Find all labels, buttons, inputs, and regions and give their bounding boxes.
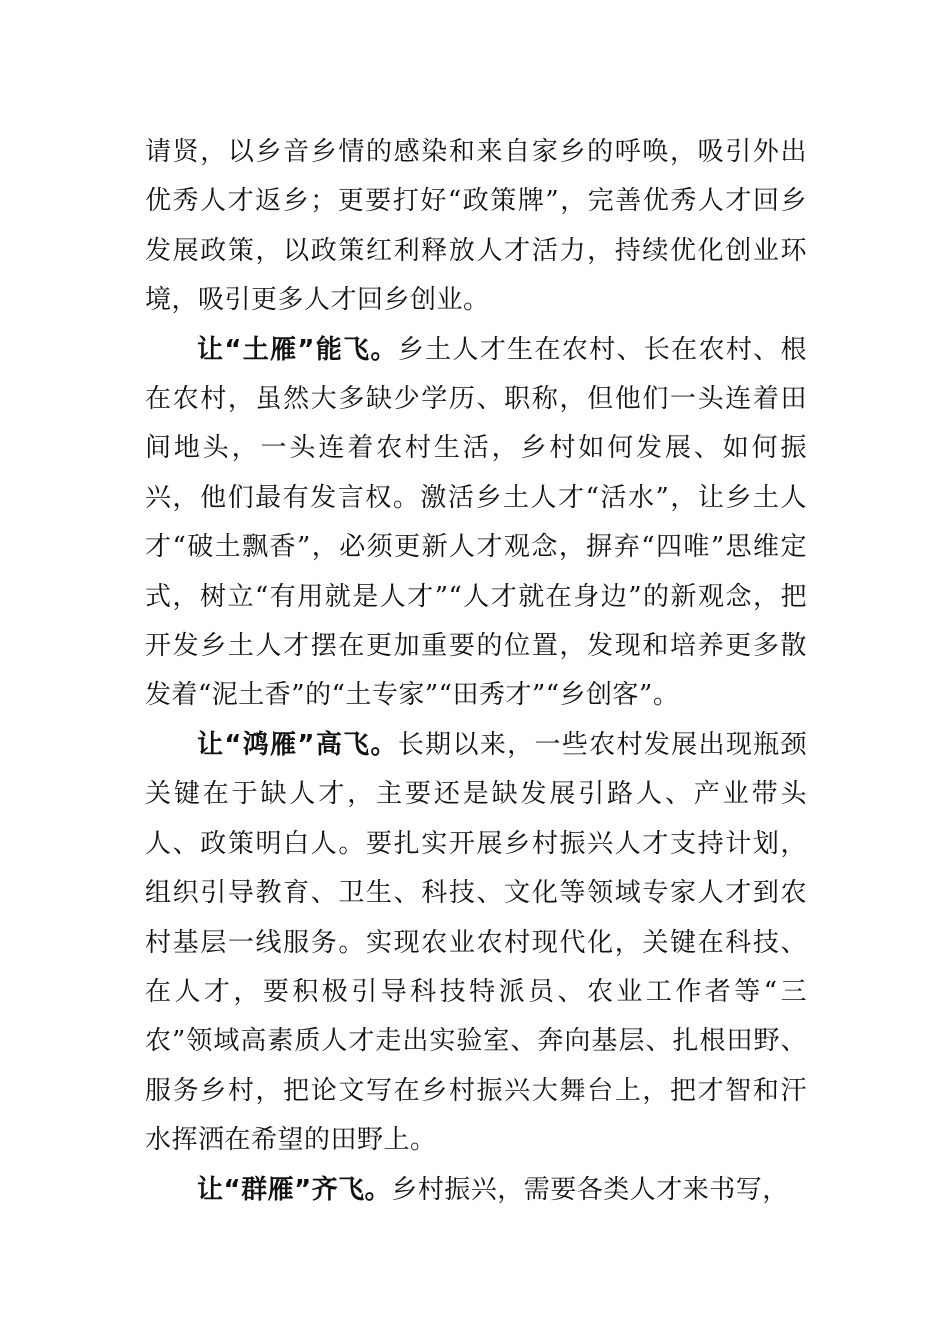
paragraph-text: 乡土人才生在农村、长在农村、根在农村，虽然大多缺少学历、职称，但他们一头连着田间地头，一头连着农村生活，乡村如何发展、如何振兴，他们最有发言权。激活乡土人才“活水”，让乡土人才“破土飘香”，必须更新人才观念，摒弃“四唯”思维定式，树立“有用就是人才”“人才就在身边”的新观念，把开发乡土人才摆在更加重要的位置，发现和培养更多散发着“泥土香”的“土专家”“田秀才”“乡创客”。 xyxy=(145,334,807,711)
paragraph-expert-talent xyxy=(145,721,807,1166)
paragraph-heading: 让“土雁”能飞。 xyxy=(197,334,398,365)
paragraph-all-talent xyxy=(145,1166,807,1215)
document-body xyxy=(145,128,807,1215)
paragraph-text: 请贤，以乡音乡情的感染和来自家乡的呼唤，吸引外出优秀人才返乡；更要打好“政策牌”，完善优秀人才回乡发展政策，以政策红利释放人才活力，持续优化创业环境，吸引更多人才回乡创业。 xyxy=(145,137,807,316)
paragraph-heading: 让“鸿雁”高飞。 xyxy=(197,729,398,760)
paragraph-local-talent xyxy=(145,326,807,721)
paragraph-text: 乡村振兴，需要各类人才来书写， xyxy=(391,1174,789,1205)
paragraph-continuation xyxy=(145,128,807,326)
paragraph-heading: 让“群雁”齐飞。 xyxy=(197,1174,392,1205)
paragraph-text: 长期以来，一些农村发展出现瓶颈关键在于缺人才，主要还是缺发展引路人、产业带头人、政策明白人。要扎实开展乡村振兴人才支持计划，组织引导教育、卫生、科技、文化等领域专家人才到农村基层一线服务。实现农业农村现代化，关键在科技、在人才，要积极引导科技特派员、农业工作者等“三农”领域高素质人才走出实验室、奔向基层、扎根田野、服务乡村，把论文写在乡村振兴大舞台上，把才智和汗水挥洒在希望的田野上。 xyxy=(145,729,807,1156)
